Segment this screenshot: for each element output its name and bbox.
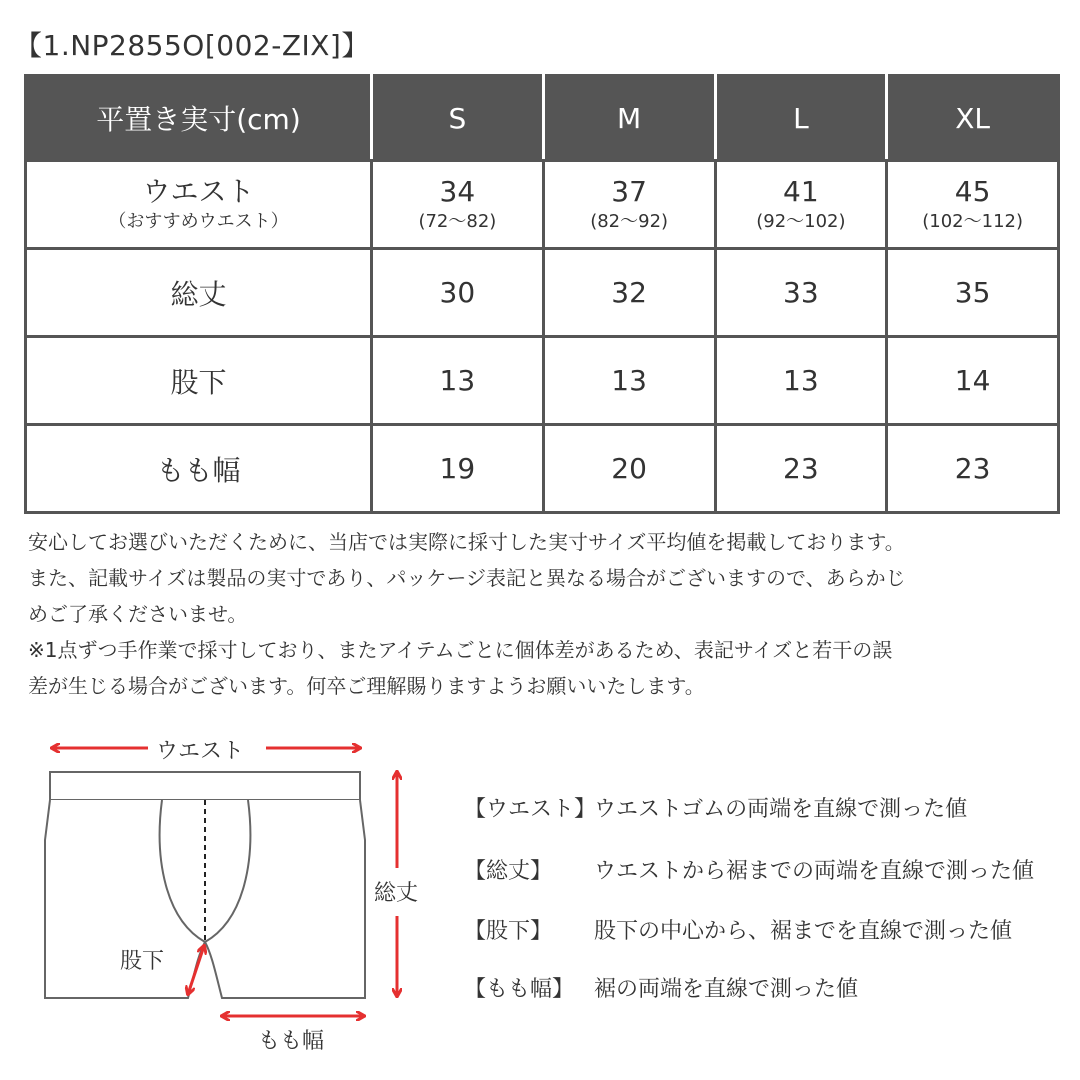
cell-value: 37: [611, 174, 647, 208]
header-cell-xl: XL: [887, 76, 1059, 161]
header-cell-l: L: [715, 76, 887, 161]
cell-waist-s: [372, 161, 544, 249]
measurement-diagram: [0, 720, 1080, 1080]
cell-thigh-xl: 23: [887, 425, 1059, 513]
inseam-diagram-label: 股下: [120, 949, 165, 974]
note-line: 差が生じる場合がございます。何卒ご理解賜りますようお願いいたします。: [28, 674, 705, 698]
thigh-diagram-label: もも幅: [258, 1029, 325, 1054]
row-label-waist: [26, 161, 372, 249]
table-row-waist: [26, 161, 1059, 249]
note-line: 安心してお選びいただくために、当店では実際に採寸した実寸サイズ平均値を掲載しております。: [28, 530, 905, 554]
row-label-length: 総丈: [26, 249, 372, 337]
cell-inseam-l: 13: [715, 337, 887, 425]
cell-thigh-l: 23: [715, 425, 887, 513]
table-row-length: [26, 249, 1059, 337]
legend-desc: 裾の両端を直線で測った値: [594, 977, 859, 1002]
note-line: ※1点ずつ手作業で採寸しており、またアイテムごとに個体差があるため、表記サイズと若干の誤: [28, 638, 893, 662]
header-cell-s: S: [372, 76, 544, 161]
cell-thigh-m: 20: [543, 425, 715, 513]
cell-value: 45: [954, 174, 991, 208]
cell-waist-xl: [887, 161, 1059, 249]
row-label-thigh: もも幅: [26, 425, 372, 513]
cell-sub-value: (82〜92): [590, 210, 669, 232]
row-label-sub: （おすすめウエスト）: [108, 210, 289, 232]
cell-length-l: 33: [715, 249, 887, 337]
size-table: [24, 74, 1060, 514]
cell-inseam-s: 13: [372, 337, 544, 425]
cell-inseam-m: 13: [543, 337, 715, 425]
note-line: めご了承くださいませ。: [28, 602, 248, 626]
legend-key: 【股下】: [464, 919, 553, 944]
legend-desc: 股下の中心から、裾までを直線で測った値: [594, 919, 1013, 944]
header-cell-m: M: [543, 76, 715, 161]
note-line: また、記載サイズは製品の実寸であり、パッケージ表記と異なる場合がございますので、あらかじ: [28, 566, 906, 590]
waistband-outline: [50, 772, 360, 800]
table-row-inseam: [26, 337, 1059, 425]
row-label-main: ウエスト: [142, 174, 255, 208]
legend-desc: ウエストゴムの両端を直線で測った値: [594, 797, 968, 822]
waist-diagram-label: ウエスト: [156, 739, 245, 764]
cell-inseam-xl: 14: [887, 337, 1059, 425]
table-row-thigh: [26, 425, 1059, 513]
cell-length-xl: 35: [887, 249, 1059, 337]
cell-value: 34: [439, 174, 476, 208]
cell-sub-value: (72〜82): [418, 210, 497, 232]
legend-key: 【ウエスト】: [464, 797, 597, 822]
legend-key: 【もも幅】: [464, 977, 575, 1002]
legend-desc: ウエストから裾までの両端を直線で測った値: [594, 859, 1035, 884]
size-notes: [28, 524, 1058, 704]
cell-waist-m: [543, 161, 715, 249]
cell-waist-l: [715, 161, 887, 249]
cell-value: 41: [783, 174, 819, 208]
cell-length-m: 32: [543, 249, 715, 337]
row-label-inseam: 股下: [26, 337, 372, 425]
header-cell-measure: 平置き実寸(cm): [26, 76, 372, 161]
size-table-header-row: [26, 76, 1059, 161]
product-code: 【1.NP2855O[002-ZIX]】: [14, 29, 370, 62]
legend-key: 【総丈】: [464, 859, 553, 884]
length-diagram-label: 総丈: [374, 881, 419, 906]
cell-sub-value: (92〜102): [756, 210, 846, 232]
cell-sub-value: (102〜112): [922, 210, 1023, 232]
cell-length-s: 30: [372, 249, 544, 337]
cell-thigh-s: 19: [372, 425, 544, 513]
